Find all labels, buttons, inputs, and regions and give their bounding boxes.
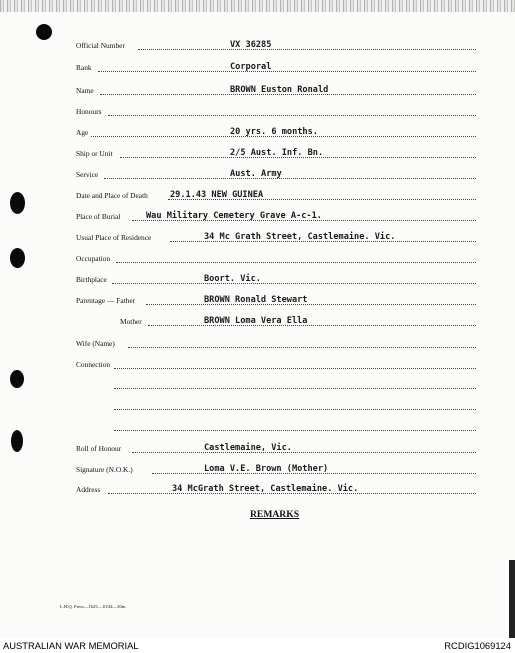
punch-hole — [10, 192, 25, 214]
honours-label: Honours — [76, 107, 102, 116]
roll-of-honour-row — [76, 441, 476, 455]
punch-hole — [10, 248, 25, 268]
official-number-label: Official Number — [76, 41, 125, 50]
address-row — [76, 482, 476, 496]
occupation-label: Occupation — [76, 254, 111, 263]
official-number-row — [76, 38, 476, 52]
death-label: Date and Place of Death — [76, 191, 148, 200]
mother-row — [120, 314, 476, 328]
wife-row — [76, 336, 476, 350]
age-label: Age — [76, 128, 89, 137]
residence-value: 34 Mc Grath Street, Castlemaine. Vic. — [204, 232, 396, 242]
rank-row — [76, 60, 476, 74]
burial-value: Wau Military Cemetery Grave A-c-1. — [146, 211, 322, 221]
birthplace-value: Boort. Vic. — [204, 274, 261, 284]
signature-value: Loma V.E. Brown (Mother) — [204, 464, 329, 474]
burial-row — [76, 209, 476, 223]
mother-label: Mother — [120, 317, 142, 326]
roll-of-honour-value: Castlemaine, Vic. — [204, 443, 292, 453]
address-label: Address — [76, 485, 101, 494]
punch-hole — [11, 430, 23, 452]
death-row — [76, 188, 476, 202]
service-row — [76, 167, 476, 181]
age-value: 20 yrs. 6 months. — [230, 127, 318, 137]
ship-or-unit-row — [76, 146, 476, 160]
birthplace-label: Birthplace — [76, 275, 107, 284]
wife-label: Wife (Name) — [76, 339, 115, 348]
service-label: Service — [76, 170, 99, 179]
residence-row — [76, 230, 476, 244]
burial-label: Place of Burial — [76, 212, 121, 221]
archive-footer — [0, 638, 515, 653]
archive-name: AUSTRALIAN WAR MEMORIAL — [3, 640, 139, 651]
address-value: 34 McGrath Street, Castlemaine. Vic. — [172, 484, 359, 494]
honours-row — [76, 104, 476, 118]
punch-hole — [36, 24, 52, 40]
printer-imprint: L.H.Q. Press—1625—10/44—30m. — [60, 604, 127, 609]
official-number-value: VX 36285 — [230, 40, 272, 50]
record-id: RCDIG1069124 — [444, 640, 511, 651]
signature-label: Signature (N.O.K.) — [76, 465, 133, 474]
occupation-row — [76, 251, 476, 265]
roll-of-honour-label: Roll of Honour — [76, 444, 122, 453]
connection-line — [114, 388, 476, 389]
name-value: BROWN Euston Ronald — [230, 85, 329, 95]
scan-edge — [509, 560, 515, 638]
father-value: BROWN Ronald Stewart — [204, 295, 308, 305]
name-row — [76, 83, 476, 97]
remarks-heading: REMARKS — [250, 509, 300, 520]
father-row — [76, 293, 476, 307]
rank-label: Rank — [76, 63, 92, 72]
connection-label: Connection — [76, 360, 111, 369]
ship-or-unit-value: 2/5 Aust. Inf. Bn. — [230, 148, 324, 158]
ship-or-unit-label: Ship or Unit — [76, 149, 113, 158]
birthplace-row — [76, 272, 476, 286]
mother-value: BROWN Loma Vera Ella — [204, 316, 308, 326]
death-value: 29.1.43 NEW GUINEA — [170, 190, 264, 200]
punch-hole — [10, 370, 24, 388]
signature-row — [76, 462, 476, 476]
connection-line — [114, 430, 476, 431]
scan-edge — [0, 0, 515, 12]
age-row — [76, 125, 476, 139]
service-value: Aust. Army — [230, 169, 282, 179]
name-label: Name — [76, 86, 94, 95]
residence-label: Usual Place of Residence — [76, 233, 152, 242]
connection-row — [76, 357, 476, 371]
connection-line — [114, 409, 476, 410]
father-label: Parentage — Father — [76, 296, 136, 305]
rank-value: Corporal — [230, 62, 272, 72]
